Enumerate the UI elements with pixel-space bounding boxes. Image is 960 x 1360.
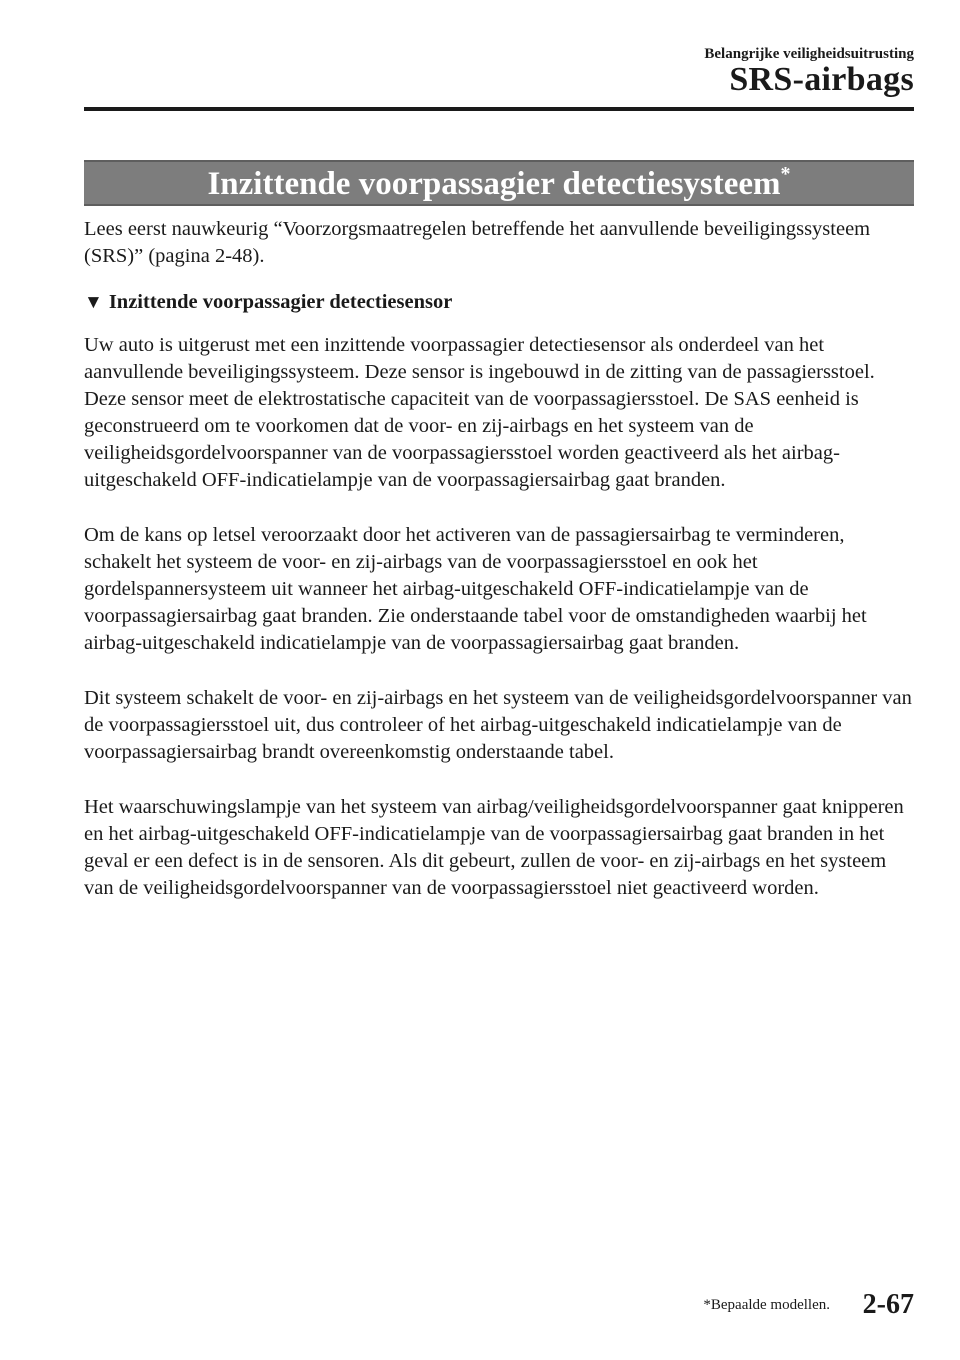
section-title: SRS-airbags <box>729 61 914 98</box>
body-paragraph-4: Het waarschuwingslampje van het systeem van airbag/veiligheidsgordelvoorspanner gaat knipperen en het airbag-uitgeschakeld OFF-indicatielampje van de voorpassagiersairbag gaat branden in het geval er een defect is in de sensoren. Als dit gebeurt, zullen de voor- en zij-airbags en het systeem van de veiligheidsgordelvoorspanner van de voorpassagiersstoel niet geactiveerd worden. <box>84 796 904 899</box>
banner-footnote-marker: * <box>780 163 791 185</box>
page-number: 2-67 <box>862 1289 914 1320</box>
body-paragraph-1: Uw auto is uitgerust met een inzittende voorpassagier detectiesensor als onderdeel van het aanvullende beveiligingssysteem. Deze sensor is ingebouwd in de zitting van de passagiersstoel. Deze sensor meet de elektrostatische capaciteit van de voorpassagiersstoel. De SAS eenheid is geconstrueerd om te voorkomen dat de voor- en zij-airbags en het systeem van de veiligheidsgordelvoorspanner van de voorpassagiersstoel worden geactiveerd als het airbag-uitgeschakeld OFF-indicatielampje van de voorpassagiersairbag gaat branden. <box>84 334 875 491</box>
header-rule <box>84 107 914 111</box>
topic-banner <box>84 160 914 206</box>
subsection-title: Inzittende voorpassagier detectiesensor <box>108 291 453 313</box>
body-paragraph-2: Om de kans op letsel veroorzaakt door het activeren van de passagiersairbag te verminderen, schakelt het systeem de voor- en zij-airbags van de voorpassagiersstoel en ook het gordelspannersysteem uit wanneer het airbag-uitgeschakeld OFF-indicatielampje van de voorpassagiersairbag gaat branden. Zie onderstaande tabel voor de omstandigheden waarbij het airbag-uitgeschakeld indicatielampje van de voorpassagiersairbag gaat branden. <box>84 524 867 654</box>
intro-paragraph: Lees eerst nauwkeurig “Voorzorgsmaatregelen betreffende het aanvullende beveiligingssysteem (SRS)” (pagina 2-48). <box>84 218 871 267</box>
footnote: *Bepaalde modellen. <box>703 1297 830 1313</box>
banner-title: Inzittende voorpassagier detectiesysteem <box>207 166 781 202</box>
triangle-down-icon: ▼ <box>84 292 103 313</box>
subsection-heading <box>84 289 916 316</box>
chapter-title: Belangrijke veiligheidsuitrusting <box>704 46 914 62</box>
body-paragraph-3: Dit systeem schakelt de voor- en zij-airbags en het systeem van de veiligheidsgordelvoorspanner van de voorpassagiersstoel uit, dus controleer of het airbag-uitgeschakeld indicatielampje van de voorpassagiersairbag brandt overeenkomstig onderstaande tabel. <box>84 687 912 763</box>
page-content <box>84 216 916 902</box>
